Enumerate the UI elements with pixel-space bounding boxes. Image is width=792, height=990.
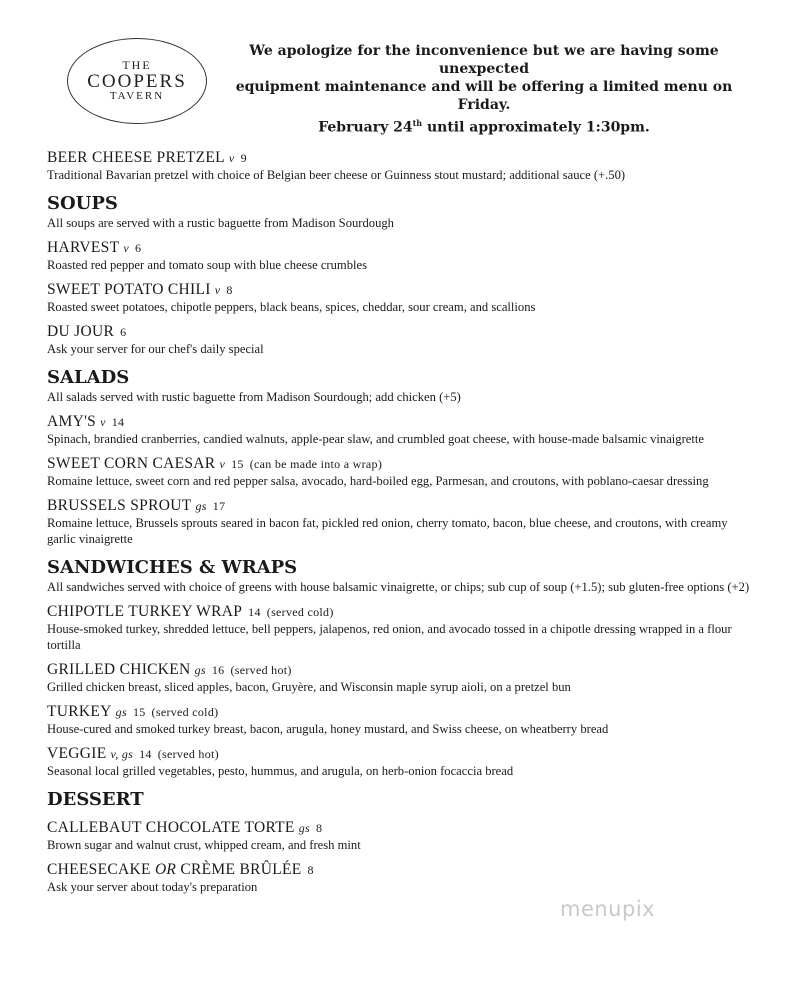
item-note: (served hot): [230, 663, 292, 677]
notice-date-suffix: th: [412, 118, 423, 128]
item-name: HARVEST: [47, 239, 120, 256]
item-name: SWEET POTATO CHILI: [47, 281, 211, 298]
menu-item-sweet-potato-chili: [47, 281, 759, 315]
item-name-or: OR: [154, 861, 177, 878]
item-description: Romaine lettuce, Brussels sprouts seared in bacon fat, pickled red onion, cherry tomato, bacon, blue cheese, and croutons, with creamy garlic vinaigrette: [47, 516, 728, 546]
item-price: 14: [248, 605, 261, 619]
menu-item-grilled-chicken: [47, 661, 759, 695]
section-intro-soups: All soups are served with a rustic baguette from Madison Sourdough: [47, 216, 394, 230]
item-description: Ask your server about today's preparation: [47, 880, 258, 894]
item-price: 6: [120, 325, 127, 339]
item-price: 15: [231, 457, 244, 471]
item-diet-tag: v, gs: [110, 747, 134, 761]
menu-item-cheesecake-creme-brulee: [47, 861, 759, 895]
coopers-tavern-logo: [67, 38, 207, 124]
notice-time: until approximately 1:30pm.: [422, 119, 650, 136]
item-price: 8: [226, 283, 233, 297]
item-diet-tag: v: [228, 151, 235, 165]
item-diet-tag: v: [219, 457, 226, 471]
item-name: BRUSSELS SPROUT: [47, 497, 192, 514]
item-note: (served cold): [266, 605, 334, 619]
maintenance-notice: [214, 42, 754, 137]
item-price: 9: [240, 151, 247, 165]
item-diet-tag: gs: [194, 663, 206, 677]
item-diet-tag: v: [214, 283, 221, 297]
logo-line-the: THE: [122, 57, 152, 72]
item-description: House-cured and smoked turkey breast, bacon, arugula, honey mustard, and Swiss cheese, on wheatberry bread: [47, 722, 609, 736]
item-description: Roasted sweet potatoes, chipotle peppers, black beans, spices, cheddar, sour cream, and scallions: [47, 300, 536, 314]
item-note: (can be made into a wrap): [249, 457, 383, 471]
section-title-sandwiches: SANDWICHES & WRAPS: [47, 557, 298, 578]
item-name: GRILLED CHICKEN: [47, 661, 191, 678]
menu-item-chipotle-turkey-wrap: [47, 603, 759, 653]
menu-item-brussels-sprout: [47, 497, 759, 547]
item-diet-tag: v: [100, 415, 106, 429]
item-description: Romaine lettuce, sweet corn and red pepper salsa, avocado, hard-boiled egg, Parmesan, and croutons, with poblano-caesar dressing: [47, 474, 709, 488]
section-intro-sandwiches: All sandwiches served with choice of greens with house balsamic vinaigrette, or chips; sub cup of soup (+1.5); sub gluten-free options (+2): [47, 580, 750, 594]
item-price: 17: [212, 499, 226, 513]
menu-item-sweet-corn-caesar: [47, 455, 759, 489]
logo-line-coopers: COOPERS: [87, 70, 187, 92]
item-price: 8: [307, 863, 314, 877]
item-note: (served hot): [157, 747, 219, 761]
section-title-soups: SOUPS: [47, 193, 118, 214]
item-price: 14: [111, 415, 125, 429]
item-name-part: CHEESECAKE: [47, 861, 155, 878]
menu-item-harvest: [47, 239, 759, 273]
menu-item-chocolate-torte: [47, 819, 759, 853]
item-name-part: CRÈME BRÛLÉE: [176, 861, 302, 878]
item-description: House-smoked turkey, shredded lettuce, bell peppers, jalapenos, red onion, and avocado tossed in a chipotle dressing wrapped in a flour tortilla: [47, 622, 732, 652]
notice-line-3: [214, 114, 754, 137]
item-diet-tag: gs: [298, 821, 310, 835]
item-description: Brown sugar and walnut crust, whipped cream, and fresh mint: [47, 838, 361, 852]
item-price: 6: [134, 241, 142, 255]
menu-content: [47, 149, 759, 903]
item-name: DU JOUR: [47, 323, 115, 340]
item-description: Spinach, brandied cranberries, candied walnuts, apple-pear slaw, and crumbled goat cheese, with house-made balsamic vinaigrette: [47, 432, 704, 446]
menu-item-amys: [47, 413, 759, 447]
item-name: CALLEBAUT CHOCOLATE TORTE: [47, 819, 295, 836]
section-intro-salads: All salads served with rustic baguette from Madison Sourdough; add chicken (+5): [47, 390, 461, 404]
notice-line-1: We apologize for the inconvenience but we are having some unexpected: [249, 43, 719, 77]
menu-item-du-jour: [47, 323, 759, 357]
item-name: SWEET CORN CAESAR: [47, 455, 216, 472]
item-price: 8: [315, 821, 323, 835]
item-description: Ask your server for our chef's daily special: [47, 342, 264, 356]
notice-date: February 24: [318, 119, 413, 136]
item-name: TURKEY: [47, 703, 112, 720]
item-name: CHIPOTLE TURKEY WRAP: [47, 603, 243, 620]
item-description: Seasonal local grilled vegetables, pesto, hummus, and arugula, on herb-onion focaccia bread: [47, 764, 514, 778]
item-diet-tag: v: [123, 241, 129, 255]
menupix-watermark: menupix: [560, 897, 656, 921]
item-price: 16: [211, 663, 225, 677]
item-price: 14: [139, 747, 152, 761]
item-note: (served cold): [151, 705, 219, 719]
notice-line-2: equipment maintenance and will be offering a limited menu on Friday.: [235, 79, 733, 113]
item-name: VEGGIE: [47, 745, 107, 762]
menu-item-veggie: [47, 745, 759, 779]
item-diet-tag: gs: [115, 705, 127, 719]
item-name: AMY'S: [47, 413, 97, 430]
menu-item-turkey: [47, 703, 759, 737]
menu-item-beer-cheese-pretzel: [47, 149, 759, 183]
logo-line-tavern: TAVERN: [109, 90, 165, 103]
section-title-salads: SALADS: [47, 367, 130, 388]
item-description: Grilled chicken breast, sliced apples, bacon, Gruyère, and Wisconsin maple syrup aioli, on a pretzel bun: [47, 680, 571, 694]
item-price: 15: [132, 705, 146, 719]
item-name: BEER CHEESE PRETZEL: [47, 149, 225, 166]
item-description: Traditional Bavarian pretzel with choice of Belgian beer cheese or Guinness stout mustard; additional sauce (+.50): [47, 168, 626, 182]
item-diet-tag: gs: [195, 499, 207, 513]
section-title-dessert: DESSERT: [47, 789, 144, 810]
item-description: Roasted red pepper and tomato soup with blue cheese crumbles: [47, 258, 367, 272]
